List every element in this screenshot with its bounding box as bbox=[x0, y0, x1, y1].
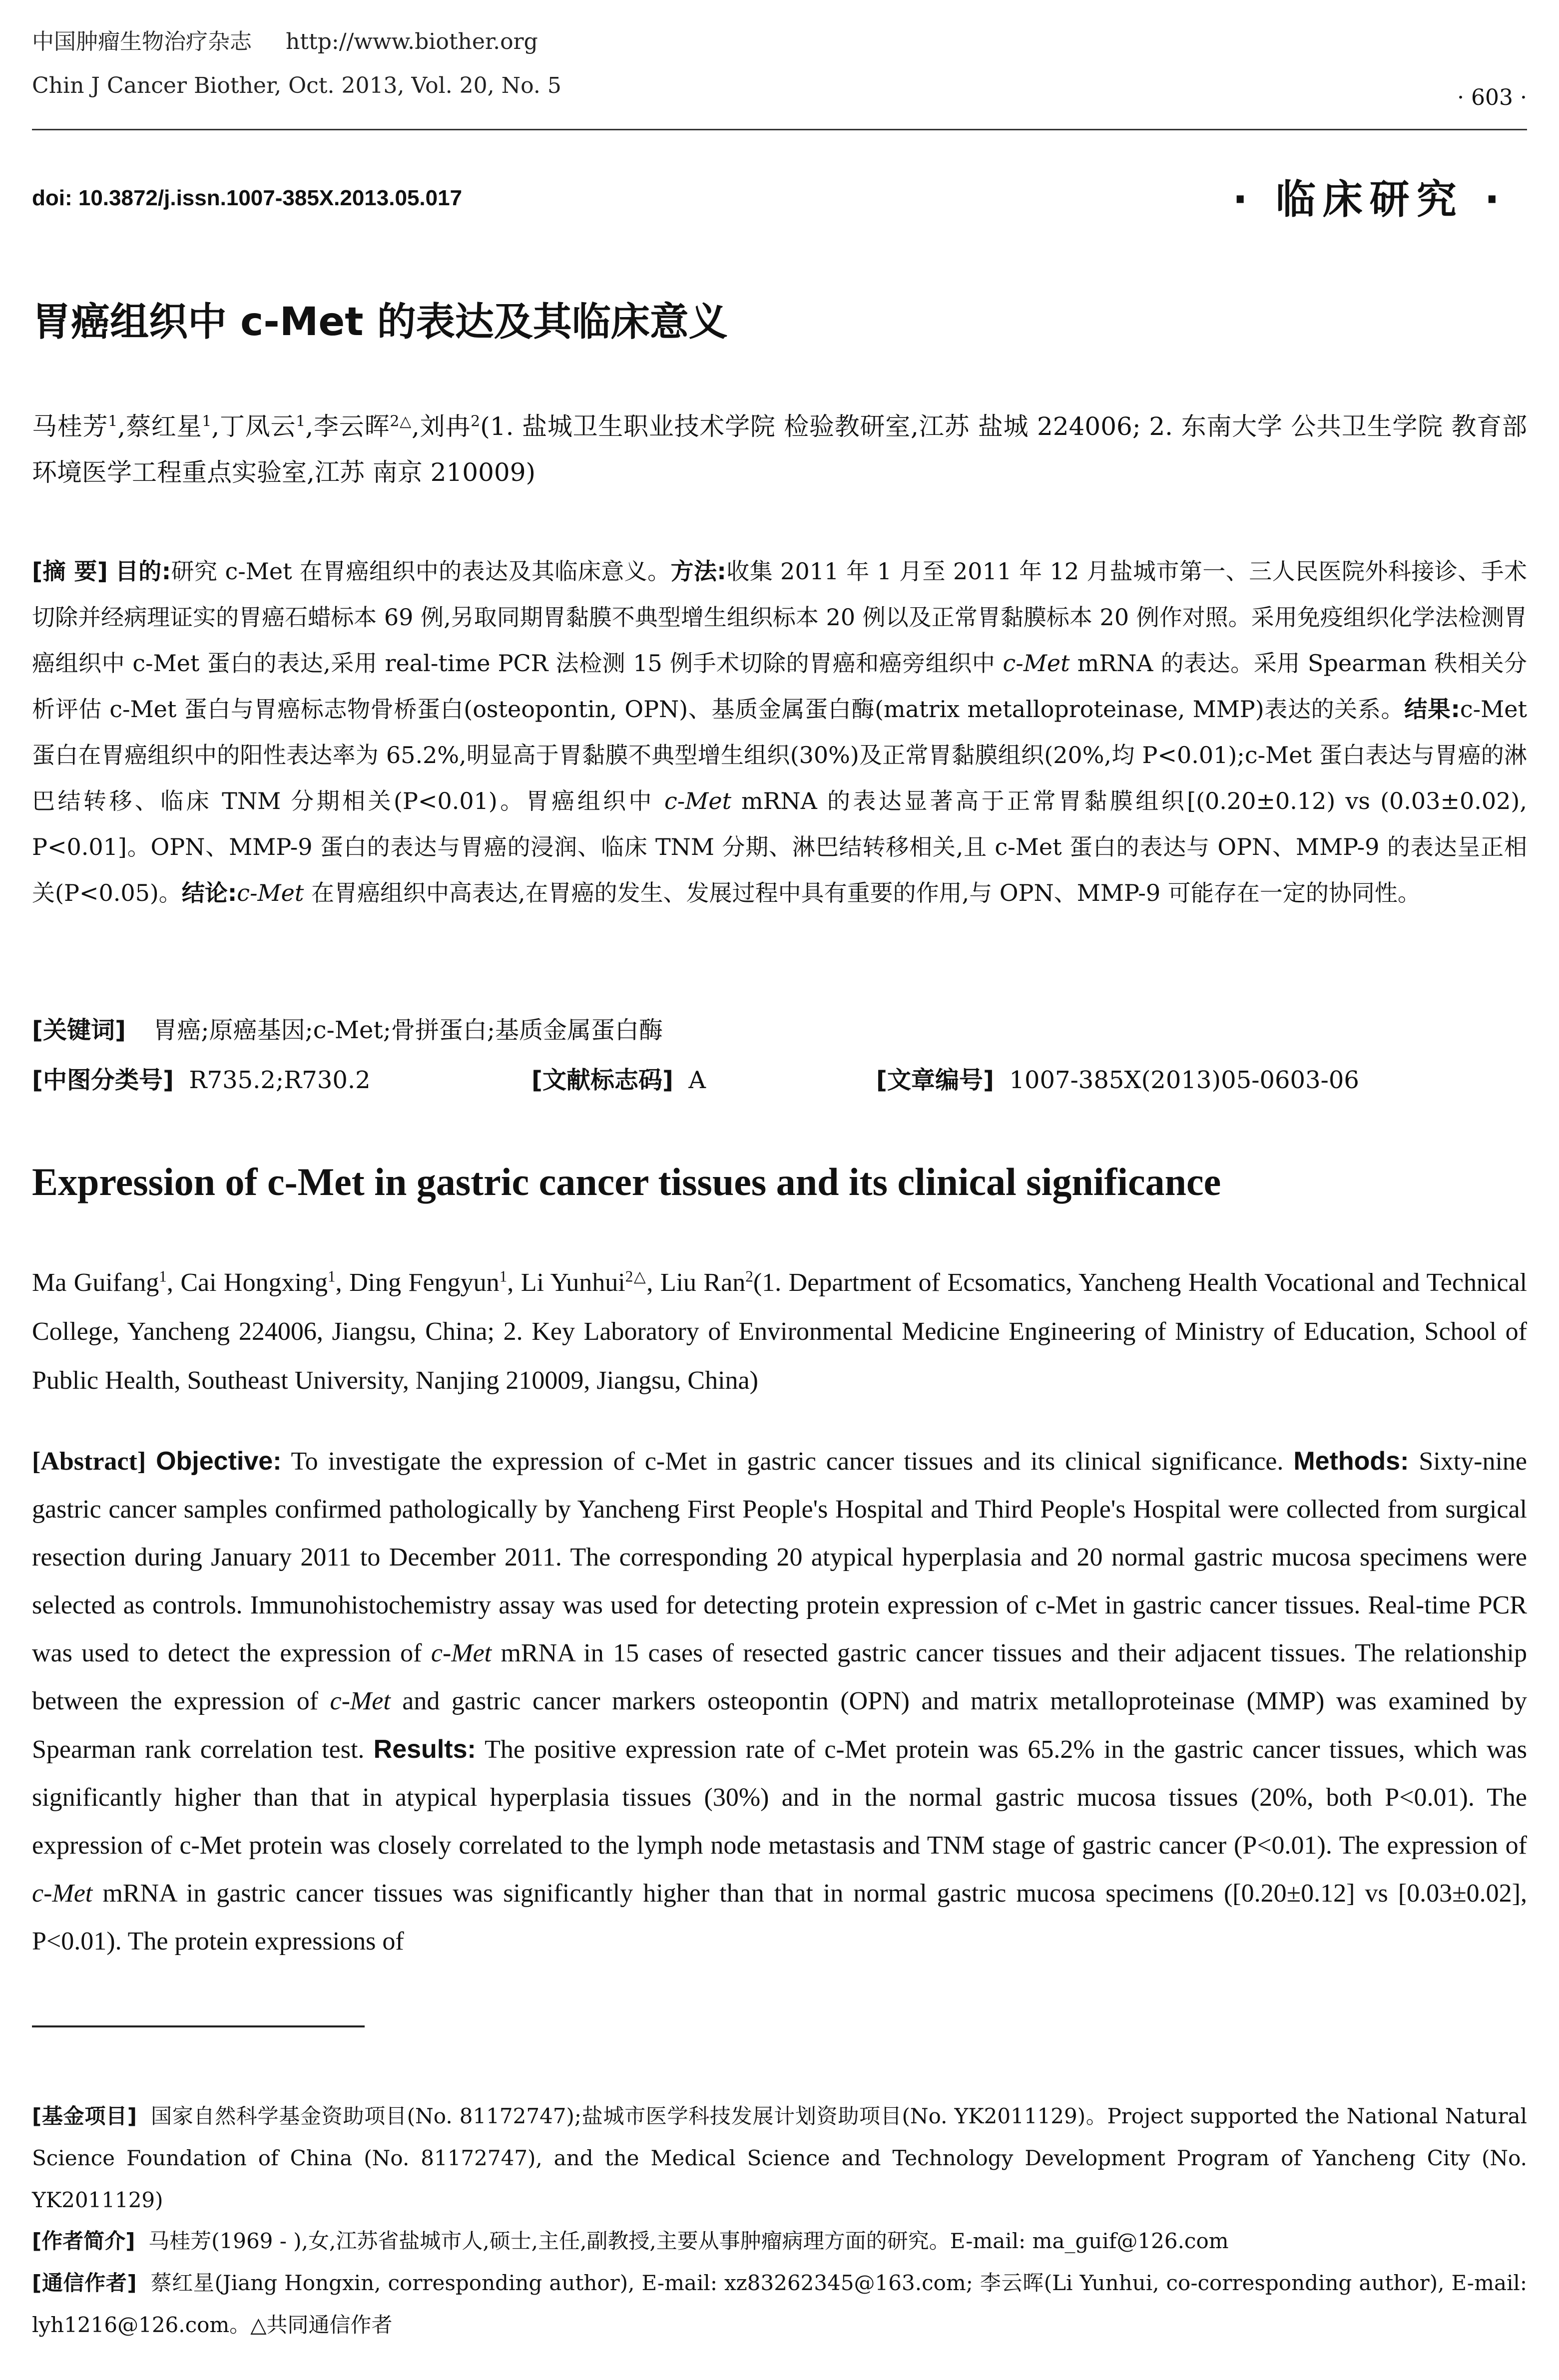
article-title-en: Expression of c-Met in gastric cancer tissues and its clinical significance bbox=[32, 1160, 1221, 1203]
objective-text-cn: 研究 c-Met 在胃癌组织中的表达及其临床意义。 bbox=[171, 558, 671, 585]
objective-label-cn: 目的: bbox=[115, 558, 171, 585]
author-name: Ma Guifang bbox=[32, 1268, 159, 1297]
page-number: · 603 · bbox=[1457, 85, 1527, 110]
affiliation-marker: 1 bbox=[108, 412, 118, 430]
conclusion-label-cn: 结论: bbox=[181, 879, 237, 906]
doc-code-field bbox=[531, 1061, 706, 1095]
doc-code-value: A bbox=[688, 1066, 706, 1094]
affiliation-marker: 1 bbox=[499, 1267, 508, 1285]
results-text-cn: c-Met 蛋白在胃癌组织中的阳性表达率为 65.2%,明显高于胃黏膜不典型增生组织(30%)及正常胃黏膜组织(20%,均 P<0.01);c-Met 蛋白表达与胃癌的淋巴结转移、临床 TNM 分期相关(P<0.01)。胃癌组织中 bbox=[32, 696, 1527, 814]
funding-note bbox=[32, 2095, 1527, 2221]
affiliation-marker: 1 bbox=[159, 1267, 167, 1285]
doi[interactable]: doi: 10.3872/j.issn.1007-385X.2013.05.017 bbox=[32, 186, 463, 210]
methods-text-cn-cont: mRNA 的表达。采用 Spearman 秩相关分析评估 c-Met 蛋白与胃癌标志物骨桥蛋白(osteopontin, OPN)、基质金属蛋白酶(matrix metalloproteinase, MMP)表达的关系。 bbox=[32, 650, 1527, 723]
doc-code-label: [文献标志码] bbox=[531, 1066, 673, 1094]
author-name: Liu Ran bbox=[660, 1268, 746, 1297]
gene-name: c-Met bbox=[1003, 650, 1070, 677]
article-number-field bbox=[876, 1061, 1359, 1095]
keywords bbox=[32, 1011, 663, 1045]
header-divider bbox=[32, 129, 1527, 130]
author-name: 李云晖 bbox=[313, 412, 390, 441]
gene-name: c-Met bbox=[431, 1639, 492, 1667]
affiliation-marker: 2 bbox=[745, 1267, 753, 1285]
gene-name: c-Met bbox=[237, 879, 304, 906]
affiliations-cn: (1. 盐城卫生职业技术学院 检验教研室,江苏 盐城 224006; 2. 东南大学 公共卫生学院 教育部环境医学工程重点实验室,江苏 南京 210009) bbox=[32, 412, 1528, 487]
affiliation-marker: 1 bbox=[202, 412, 212, 430]
keywords-text: 胃癌;原癌基因;c-Met;骨拼蛋白;基质金属蛋白酶 bbox=[153, 1016, 663, 1044]
funding-label: [基金项目] bbox=[32, 2104, 137, 2128]
gene-name: c-Met bbox=[32, 1879, 93, 1908]
clc-field bbox=[32, 1061, 371, 1095]
footnote-divider bbox=[32, 2025, 365, 2027]
journal-header-line1 bbox=[32, 26, 538, 58]
author-name: 丁凤云 bbox=[219, 412, 296, 441]
affiliation-marker: 2△ bbox=[390, 412, 412, 430]
abstract-label-en: [Abstract] bbox=[32, 1447, 146, 1476]
gene-name: c-Met bbox=[330, 1687, 391, 1715]
clc-label: [中图分类号] bbox=[32, 1066, 174, 1094]
results-label-cn: 结果: bbox=[1404, 696, 1460, 723]
article-number-value: 1007-385X(2013)05-0603-06 bbox=[1009, 1066, 1359, 1094]
author-bio-label: [作者简介] bbox=[32, 2229, 135, 2253]
section-label: · 临床研究 · bbox=[1232, 176, 1507, 223]
journal-name-en: Chin J Cancer Biother, Oct. 2013, Vol. 20, No. 5 bbox=[32, 73, 561, 98]
clc-value: R735.2;R730.2 bbox=[189, 1066, 371, 1094]
author-name: 蔡红星 bbox=[125, 412, 202, 441]
article-number-label: [文章编号] bbox=[876, 1066, 994, 1094]
results-text-cn-cont: mRNA 的表达显著高于正常胃黏膜组织[(0.20±0.12) vs (0.03±0.02), P<0.01]。OPN、MMP-9 蛋白的表达与胃癌的浸润、临床 TNM 分期、淋巴结转移相关,且 c-Met 蛋白的表达与 OPN、MMP-9 的表达呈正相关(P<0.05)。 bbox=[32, 788, 1527, 906]
funding-text: 国家自然科学基金资助项目(No. 81172747);盐城市医学科技发展计划资助项目(No. YK2011129)。Project supported the National Natural Science Foundation of China (No. 81172747), and the Medical Science and Technology Development Program of Yancheng City (No. YK2011129) bbox=[32, 2104, 1528, 2212]
author-name: 马桂芳 bbox=[32, 412, 108, 441]
abstract-en bbox=[32, 1437, 1527, 1966]
methods-text-en-cont2: and gastric cancer markers osteopontin (OPN) and matrix metalloproteinase (MMP) was examined by Spearman rank correlation test. bbox=[32, 1687, 1528, 1764]
journal-name-cn: 中国肿瘤生物治疗杂志 bbox=[32, 29, 252, 54]
results-text-en-cont: mRNA in gastric cancer tissues was significantly higher than that in normal gastric mucosa specimens ([0.20±0.12] vs [0.03±0.02], P<0.01). The protein expressions of bbox=[32, 1879, 1527, 1956]
journal-website-link[interactable]: http://www.biother.org bbox=[286, 29, 538, 54]
authors-en: Ma Guifang$^1$, Cai Hongxing$^1$, Ding Fengyun$^1$, Li Yunhui$^{2\triangle}$, Liu Ran$^2$(1. Department of Ecsomatics, Yancheng Health Vocational and Technical College, Yancheng 224006, Jiangsu, China; 2. Key Laboratory of Environmental Medicine Engineering of Ministry of Education, School of Public Health, Southeast University, Nanjing 210009, Jiangsu, China) bbox=[32, 1267, 1528, 1395]
corresponding-author-note bbox=[32, 2262, 1527, 2346]
article-title-cn: 胃癌组织中 c-Met 的表达及其临床意义 bbox=[32, 300, 728, 345]
results-text-en: The positive expression rate of c-Met protein was 65.2% in the gastric cancer tissues, which was significantly higher than that in atypical hyperplasia tissues (30%) and in the normal gastric mucosa tissues (20%, both P<0.01). The expression of c-Met protein was closely correlated to the lymph node metastasis and TNM stage of gastric cancer (P<0.01). The expression of bbox=[32, 1735, 1528, 1860]
results-label-en: Results: bbox=[373, 1735, 476, 1764]
affiliations-en: (1. Department of Ecsomatics, Yancheng Health Vocational and Technical College, Yancheng 224006, Jiangsu, China; 2. Key Laboratory of Environmental Medicine Engineering of Ministry of Education, School of Public Health, Southeast University, Nanjing 210009, Jiangsu, China) bbox=[32, 1268, 1528, 1395]
methods-label-en: Methods: bbox=[1293, 1447, 1409, 1476]
author-name: Ding Fengyun bbox=[349, 1268, 500, 1297]
methods-text-cn: 收集 2011 年 1 月至 2011 年 12 月盐城市第一、三人民医院外科接诊、手术切除并经病理证实的胃癌石蜡标本 69 例,另取同期胃黏膜不典型增生组织标本 20 例以及正常胃黏膜标本 20 例作对照。采用免疫组织化学法检测胃癌组织中 c-Met 蛋白的表达,采用 real-time PCR 法检测 15 例手术切除的胃癌和癌旁组织中 bbox=[32, 558, 1527, 677]
abstract-label-cn: [摘 要] bbox=[32, 558, 108, 585]
author-bio-note bbox=[32, 2220, 1527, 2262]
affiliation-marker: 1 bbox=[296, 412, 306, 430]
methods-text-en: Sixty-nine gastric cancer samples confirmed pathologically by Yancheng First People's Hospital and Third People's Hospital were collected from surgical resection during January 2011 to December 2011. The corresponding 20 atypical hyperplasia and 20 normal gastric mucosa specimens were selected as controls. Immunohistochemistry assay was used for detecting protein expression of c-Met in gastric cancer tissues. Real-time PCR was used to detect the expression of bbox=[32, 1447, 1528, 1667]
affiliation-marker: 2△ bbox=[625, 1267, 647, 1285]
author-name: Li Yunhui bbox=[520, 1268, 625, 1297]
conclusion-text-cn: 在胃癌组织中高表达,在胃癌的发生、发展过程中具有重要的作用,与 OPN、MMP-9 可能存在一定的协同性。 bbox=[304, 879, 1421, 906]
author-bio-text: 马桂芳(1969 - ),女,江苏省盐城市人,硕士,主任,副教授,主要从事肿瘤病理方面的研究。E-mail: ma_guif@126.com bbox=[148, 2229, 1229, 2253]
affiliation-marker: 2 bbox=[471, 412, 481, 430]
gene-name: c-Met bbox=[664, 788, 732, 814]
affiliation-marker: 1 bbox=[328, 1267, 336, 1285]
keywords-label: [关键词] bbox=[32, 1016, 126, 1044]
corresponding-label: [通信作者] bbox=[32, 2271, 137, 2295]
objective-text-en: To investigate the expression of c-Met in gastric cancer tissues and its clinical significance. bbox=[281, 1447, 1284, 1476]
author-name: 刘冉 bbox=[419, 412, 471, 441]
abstract-cn bbox=[32, 548, 1527, 916]
objective-label-en: Objective: bbox=[156, 1447, 282, 1476]
author-name: Cai Hongxing bbox=[180, 1268, 328, 1297]
corresponding-text: 蔡红星(Jiang Hongxin, corresponding author), E-mail: xz83262345@163.com; 李云晖(Li Yunhui, co-corresponding author), E-mail: lyh1216@126.com。△共同通信作者 bbox=[32, 2271, 1527, 2337]
methods-label-cn: 方法: bbox=[670, 558, 726, 585]
authors-cn: 马桂芳$^1$,蔡红星$^1$,丁凤云$^1$,李云晖$^{2\triangle}$,刘冉$^2$(1. 盐城卫生职业技术学院 检验教研室,江苏 盐城 224006; 2. 东南大学 公共卫生学院 教育部环境医学工程重点实验室,江苏 南京 210009) bbox=[32, 412, 1528, 487]
methods-text-en-cont: mRNA in 15 cases of resected gastric cancer tissues and their adjacent tissues. The relationship between the expression of bbox=[32, 1639, 1527, 1715]
